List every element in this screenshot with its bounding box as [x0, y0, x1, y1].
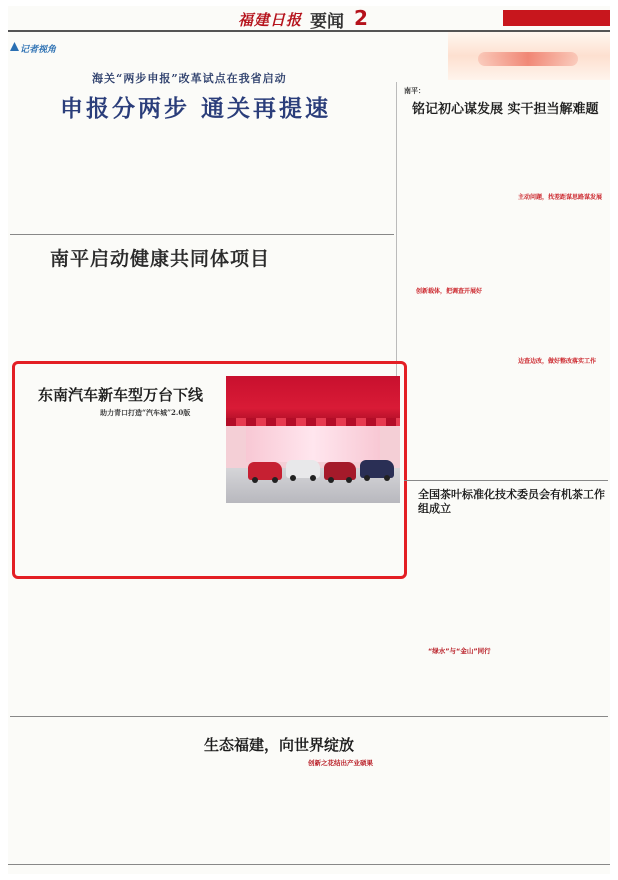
section-name: 要闻 [310, 12, 344, 32]
bottom-body-col-3 [304, 766, 400, 860]
right-article-title: 铭记初心谋发展 实干担当解难题 [412, 102, 599, 117]
right-subhead-3: 边查边改，做好整改落实工作 [518, 358, 597, 365]
banner-body-col-3 [202, 126, 294, 230]
right-article-tag: 南平： [404, 87, 425, 95]
banner-lead-title: 海关“两步申报”改革试点在我省启动 [92, 72, 287, 85]
column-logo: 记者视角 [20, 45, 57, 55]
banner-body-col-4 [298, 126, 390, 230]
middle-body-col-2 [106, 276, 198, 356]
middle-body-col-3 [202, 276, 294, 356]
newspaper-page [8, 6, 610, 874]
bottom-subhead-2: “绿水”与“金山”同行 [428, 647, 491, 655]
page-number: 2 [354, 6, 368, 30]
right-section-rule [404, 480, 608, 481]
section-rule [10, 234, 394, 235]
bottom-body-col-2 [202, 766, 298, 860]
column-logo-icon [10, 42, 19, 51]
newspaper-logo: 福建日报 [238, 11, 303, 29]
bottom-body-col-4 [406, 726, 502, 860]
middle-body-col-4 [298, 276, 390, 356]
highlight-marker-box [12, 361, 407, 579]
banner-body-col-1 [10, 126, 102, 230]
banner-decorative-image [448, 32, 610, 80]
highlighted-article-title: 东南汽车新车型万台下线 [38, 386, 204, 404]
lower-left-col-1 [10, 586, 100, 706]
bottom-article-title: 生态福建，向世界绽放 [204, 736, 355, 754]
banner-main-title: 申报分两步 通关再提速 [60, 96, 332, 122]
right-body-col-2 [510, 128, 608, 478]
bottom-body-col-5 [508, 726, 608, 860]
bottom-body-col-1 [100, 766, 196, 860]
lower-right-body-col-2 [510, 522, 608, 712]
page-footer [8, 864, 610, 874]
bottom-subhead-1: 创新之花结出产业硕果 [308, 759, 373, 767]
masthead [8, 6, 610, 32]
right-subhead-2: 创新载体，把调查开展好 [416, 288, 483, 295]
masthead-color-bar [503, 10, 610, 26]
lower-left-col-3 [200, 586, 292, 706]
right-subhead-1: 主动问题，找差距谋思路谋发展 [518, 194, 603, 201]
banner-body-col-2 [106, 126, 198, 230]
middle-body-col-1 [10, 276, 102, 356]
lower-left-col-2 [104, 586, 196, 706]
highlighted-article-subtitle: 助力青口打造“汽车城”2.0版 [100, 408, 191, 417]
bottom-side-col [10, 726, 94, 860]
middle-article-title: 南平启动健康共同体项目 [50, 248, 271, 270]
bottom-section-rule [10, 716, 608, 717]
lower-left-col-4 [296, 586, 396, 706]
right-body-col-1 [404, 128, 504, 478]
lower-right-article-title: 全国茶叶标准化技术委员会有机茶工作组成立 [418, 488, 605, 515]
lower-right-body-col-1 [404, 522, 504, 712]
